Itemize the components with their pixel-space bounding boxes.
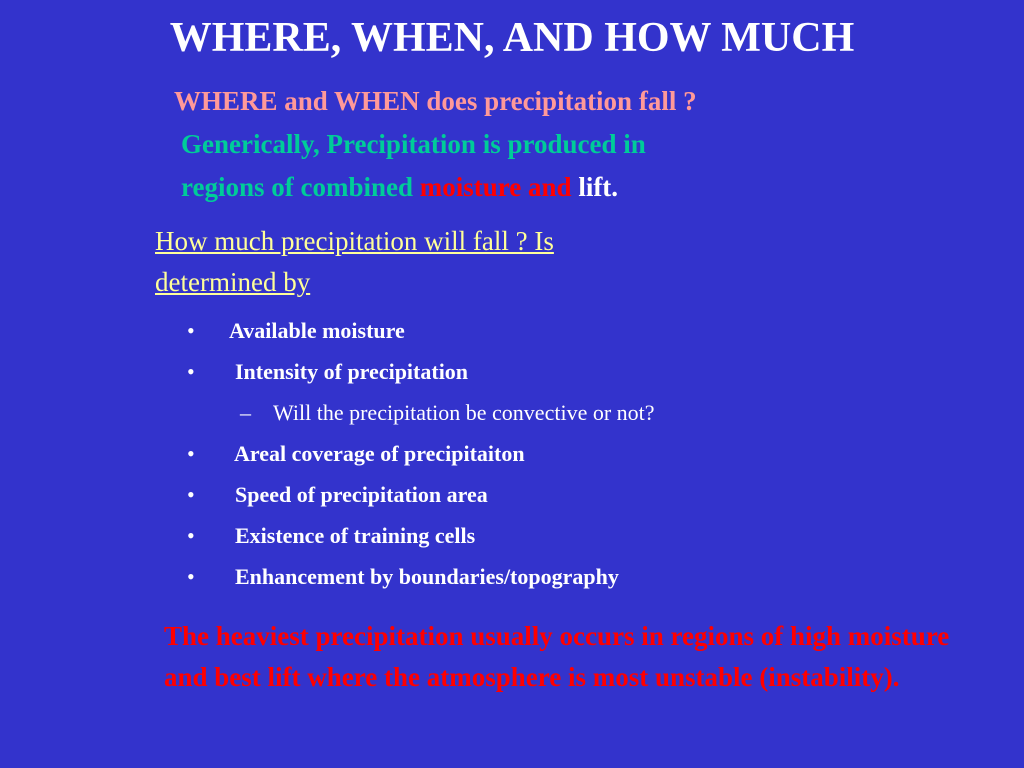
bullet-areal-coverage: Areal coverage of precipitaiton	[234, 441, 525, 466]
where-when-question: WHERE and WHEN does precipitation fall ?	[174, 86, 697, 116]
bullet-marker: •	[187, 318, 195, 343]
generic-statement-line2	[181, 172, 618, 203]
bullet-speed: Speed of precipitation area	[235, 482, 488, 507]
bullet-training-cells: Existence of training cells	[235, 523, 476, 548]
conclusion-text: The heaviest precipitation usually occurs in regions of high moisture and best lift where the atmosphere is most unstable (instability).	[164, 621, 950, 692]
bullet-available-moisture: Available moisture	[229, 318, 405, 343]
generic-statement-line1: Generically, Precipitation is produced in	[181, 129, 646, 159]
moisture-keyword: moisture	[419, 172, 522, 202]
how-much-heading-line1: How much precipitation will fall ? Is	[155, 226, 554, 256]
bullet-marker: •	[187, 564, 195, 589]
bullet-marker: •	[187, 482, 195, 507]
sub-bullet-marker: –	[240, 400, 251, 425]
slide-title: WHERE, WHEN, AND HOW MUCH	[169, 15, 855, 61]
lift-keyword: lift.	[578, 172, 619, 202]
bullet-marker: •	[187, 441, 195, 466]
and-keyword: and	[528, 172, 572, 202]
how-much-heading-line2: determined by	[155, 267, 311, 297]
bullet-enhancement: Enhancement by boundaries/topography	[235, 564, 619, 589]
bullet-marker: •	[187, 523, 195, 548]
sub-bullet-convective: Will the precipitation be convective or not?	[273, 400, 655, 425]
bullet-marker: •	[187, 359, 195, 384]
bullet-intensity: Intensity of precipitation	[235, 359, 469, 384]
generic-statement-text: regions of combined	[181, 172, 420, 202]
